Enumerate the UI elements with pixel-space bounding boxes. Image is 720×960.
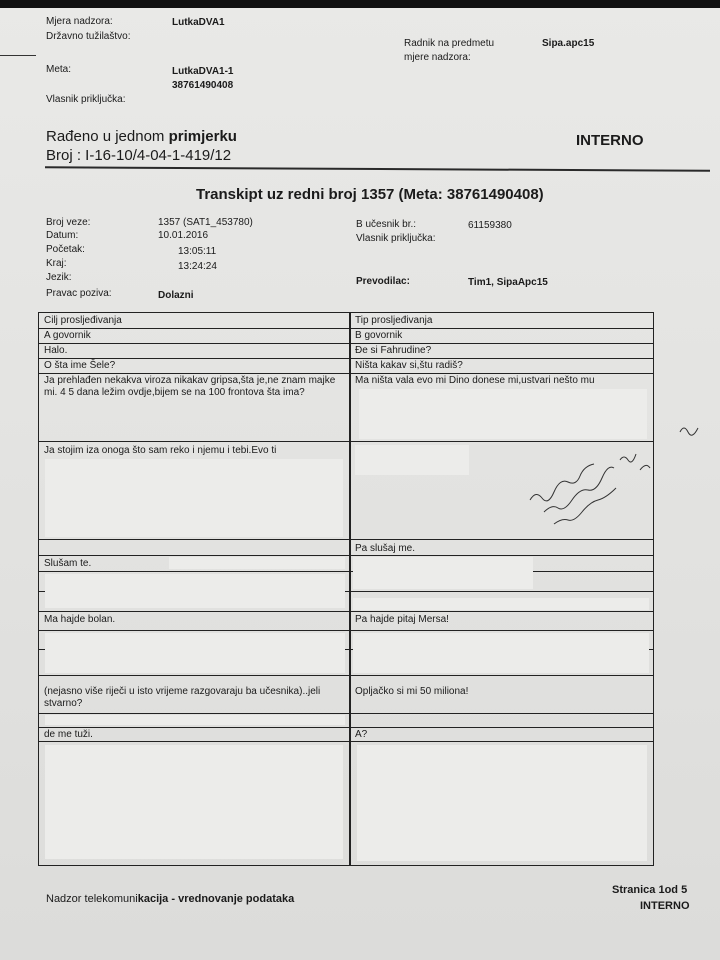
value-meta: LutkaDVA1-1 — [172, 66, 234, 77]
row-a-9: de me tuži. — [44, 729, 93, 740]
row-b-1: Đe si Fahrudine? — [355, 345, 432, 356]
row-a-3: Ja prehlađen nekakva viroza nikakav gripsa,šta je,ne znam majke mi. 4 5 dana ležim ovdje,bijem se na 100 frontova šta ima? — [44, 375, 336, 398]
label-pocetak: Početak: — [46, 244, 85, 255]
value-prevodilac: Tim1, SipaApc15 — [468, 277, 548, 288]
transcript-title: Transkipt uz redni broj 1357 (Meta: 38761490408) — [196, 186, 544, 203]
row-b-2: Ništa kakav si,štu radiš? — [355, 360, 463, 371]
transcript-table — [38, 312, 654, 866]
label-pravac: Pravac poziva: — [46, 288, 112, 299]
redaction — [353, 633, 649, 673]
row-b-7: Pa hajde pitaj Mersa! — [355, 614, 449, 625]
header-rule — [45, 166, 710, 171]
row-b-5: Pa slušaj me. — [355, 543, 416, 554]
row-a-6: Slušam te. — [44, 558, 92, 569]
row-a-7: Ma hajde bolan. — [44, 614, 116, 625]
label-prevodilac: Prevodilac: — [356, 276, 410, 287]
page-top-shadow — [0, 0, 720, 8]
header-tip: Tip prosljeđivanja — [355, 315, 433, 326]
label-b-ucesnik: B učesnik br.: — [356, 219, 417, 230]
header-a-govornik: A govornik — [44, 330, 91, 341]
label-vlasnik: Vlasnik priključka: — [46, 94, 126, 105]
label-radnik: Radnik na predmetu — [404, 38, 495, 49]
row-b-8: Opljačko si mi 50 miliona! — [355, 686, 469, 697]
label-jezik: Jezik: — [46, 272, 72, 283]
value-kraj: 13:24:24 — [178, 261, 217, 272]
redaction — [169, 557, 345, 569]
row-a-2: O šta ime Šele? — [44, 360, 116, 371]
redaction — [45, 633, 345, 673]
header-cilj: Cilj prosljeđivanja — [44, 315, 122, 326]
redaction — [355, 445, 469, 475]
row-b-9: A? — [355, 729, 368, 740]
value-mjera-nadzora: LutkaDVA1 — [172, 17, 225, 28]
interno-top: INTERNO — [576, 132, 644, 149]
label-meta: Meta: — [46, 64, 72, 75]
redaction — [353, 557, 533, 589]
label-drzavno-tuzilastvo: Državno tužilaštvo: — [46, 31, 131, 42]
row-b-3: Ma ništa vala evo mi Dino donese mi,ustvari nešto mu — [355, 375, 595, 386]
row-a-4: Ja stojim iza onoga što sam reko i njemu i tebi.Evo ti — [44, 445, 277, 456]
column-divider — [349, 313, 351, 865]
footer-left: Nadzor telekomunikacija - vrednovanje podataka — [46, 893, 295, 905]
value-meta-number: 38761490408 — [172, 80, 234, 91]
label-mjera-nadzora: Mjera nadzora: — [46, 16, 113, 27]
margin-mark — [0, 55, 36, 56]
value-datum: 10.01.2016 — [158, 230, 209, 241]
handwritten-note — [520, 420, 710, 530]
label-vlasnik-prikljucka: Vlasnik priključka: — [356, 233, 436, 244]
redaction — [45, 459, 343, 537]
redaction — [45, 715, 345, 725]
label-datum: Datum: — [46, 230, 79, 241]
value-radnik: Sipa.apc15 — [542, 38, 595, 49]
label-broj-veze: Broj veze: — [46, 217, 91, 228]
footer-interno: INTERNO — [640, 900, 690, 912]
header-b-govornik: B govornik — [355, 330, 403, 341]
redaction — [357, 745, 647, 861]
broj-line: Broj : I-16-10/4-04-1-419/12 — [46, 147, 232, 164]
radeno-line: Rađeno u jednom primjerku — [46, 128, 237, 145]
value-pravac: Dolazni — [158, 290, 194, 301]
label-kraj: Kraj: — [46, 258, 67, 269]
redaction — [353, 598, 649, 610]
footer-page: Stranica 1od 5 — [612, 884, 688, 896]
redaction — [45, 745, 343, 859]
row-a-1: Halo. — [44, 345, 68, 356]
redaction — [45, 574, 345, 608]
value-b-ucesnik: 61159380 — [468, 220, 512, 231]
value-broj-veze: 1357 (SAT1_453780) — [158, 217, 253, 228]
row-a-8: (nejasno više riječi u isto vrijeme razgovaraju ba učesnika)..jeli stvarno? — [44, 686, 321, 709]
label-radnik-2: mjere nadzora: — [404, 52, 471, 63]
value-pocetak: 13:05:11 — [178, 246, 217, 257]
